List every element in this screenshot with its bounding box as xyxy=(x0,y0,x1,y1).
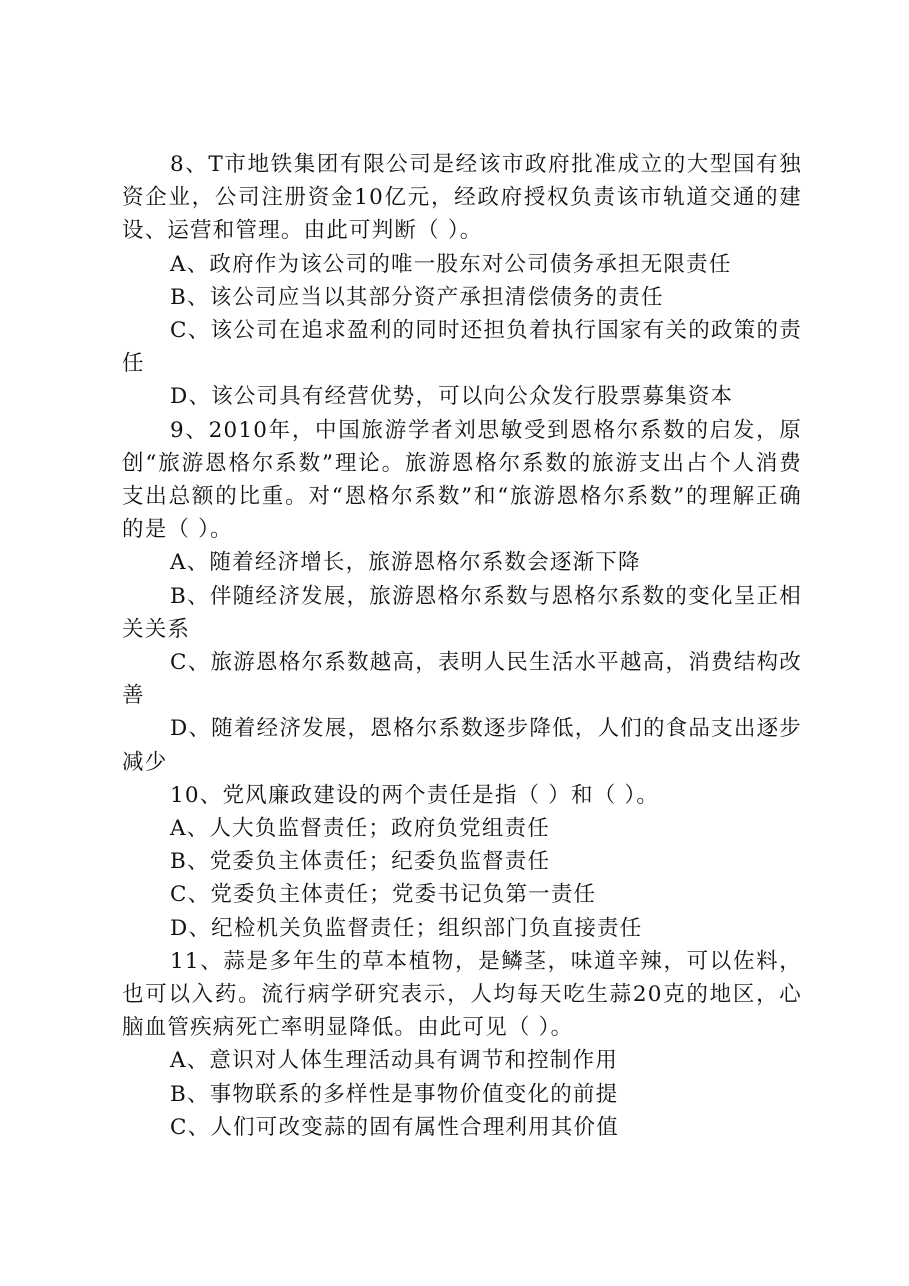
option-a: A、意识对人体生理活动具有调节和控制作用 xyxy=(170,1048,619,1074)
option-a: A、随着经济增长，旅游恩格尔系数会逐渐下降 xyxy=(170,550,641,576)
option-b: B、党委负主体责任；纪委负监督责任 xyxy=(170,849,551,875)
question-11 xyxy=(122,945,802,1144)
question-stem: 9、2010年，中国旅游学者刘思敏受到恩格尔系数的启发，原创“旅游恩格尔系数”理论。旅游恩格尔系数的旅游支出占个人消费支出总额的比重。对“恩格尔系数”和“旅游恩格尔系数”的理解正确的是（ ）。 xyxy=(122,417,802,543)
option-d: D、随着经济发展，恩格尔系数逐步降低，人们的食品支出逐步减少 xyxy=(122,716,802,775)
option-b: B、事物联系的多样性是事物价值变化的前提 xyxy=(170,1081,619,1107)
option-b: B、伴随经济发展，旅游恩格尔系数与恩格尔系数的变化呈正相关关系 xyxy=(122,583,802,642)
option-d: D、纪检机关负监督责任；组织部门负直接责任 xyxy=(170,915,643,941)
question-9 xyxy=(122,414,802,779)
question-8 xyxy=(122,148,802,414)
option-a: A、人大负监督责任；政府负党组责任 xyxy=(170,816,550,842)
option-d: D、该公司具有经营优势，可以向公众发行股票募集资本 xyxy=(170,384,734,410)
question-stem: 8、T市地铁集团有限公司是经该市政府批准成立的大型国有独资企业，公司注册资金10亿元，经政府授权负责该市轨道交通的建设、运营和管理。由此可判断（ ）。 xyxy=(122,152,802,244)
option-c: C、该公司在追求盈利的同时还担负着执行国家有关的政策的责任 xyxy=(122,318,802,377)
option-b: B、该公司应当以其部分资产承担清偿债务的责任 xyxy=(170,284,664,310)
option-a: A、政府作为该公司的唯一股东对公司债务承担无限责任 xyxy=(170,251,732,277)
question-stem: 10、党风廉政建设的两个责任是指（ ）和（ ）。 xyxy=(170,782,660,808)
question-10 xyxy=(122,779,802,945)
question-stem: 11、蒜是多年生的草本植物，是鳞茎，味道辛辣，可以佐料，也可以入药。流行病学研究表示，人均每天吃生蒜20克的地区，心脑血管疾病死亡率明显降低。由此可见（ ）。 xyxy=(122,948,802,1041)
option-c: C、旅游恩格尔系数越高，表明人民生活水平越高，消费结构改善 xyxy=(122,650,802,709)
document-body xyxy=(122,148,802,1144)
option-c: C、党委负主体责任；党委书记负第一责任 xyxy=(170,882,597,908)
option-c: C、人们可改变蒜的固有属性合理利用其价值 xyxy=(170,1114,619,1140)
